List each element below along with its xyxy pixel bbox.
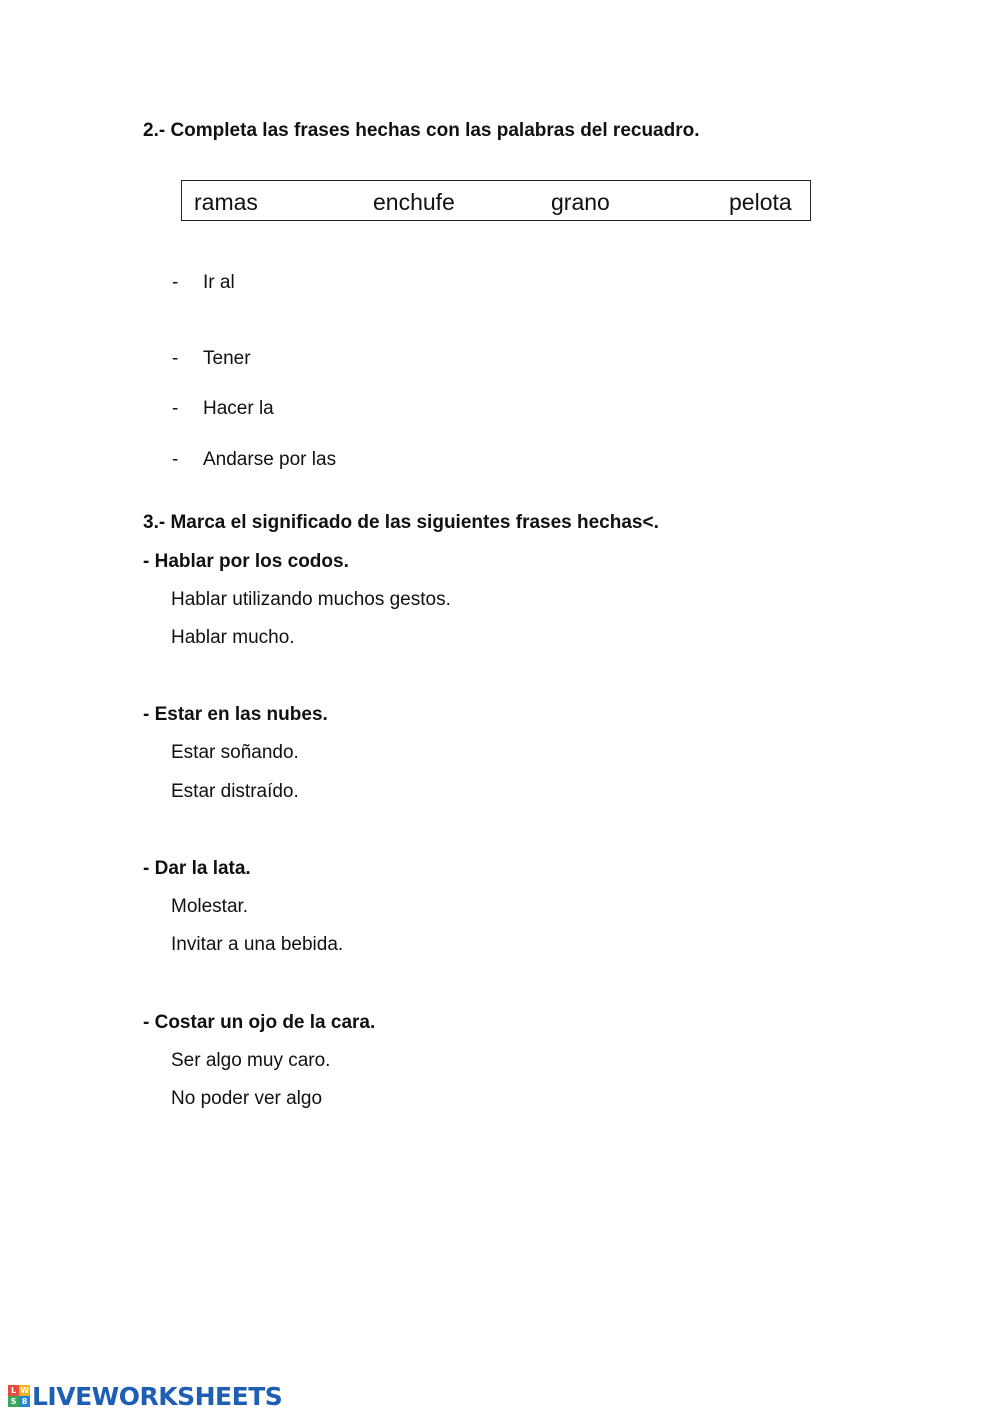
- word-box-item: ramas: [194, 189, 258, 215]
- fill-blank-text: Ir al: [203, 272, 235, 293]
- logo-mark-cell: W: [20, 1386, 29, 1395]
- fill-blank-item: [0, 448, 1000, 472]
- fill-blank-text: Tener: [203, 348, 251, 369]
- bullet-dash: -: [172, 398, 179, 419]
- bullet-dash: -: [172, 449, 179, 470]
- logo-mark-icon: [8, 1385, 30, 1407]
- fill-blank-item: [0, 347, 1000, 371]
- liveworksheets-logo: [8, 1380, 282, 1412]
- bullet-dash: -: [172, 272, 179, 293]
- answer-option[interactable]: Hablar utilizando muchos gestos.: [171, 589, 451, 610]
- phrase-heading: - Dar la lata.: [143, 858, 251, 879]
- fill-blank-text: Hacer la: [203, 398, 274, 419]
- word-box-item: pelota: [729, 189, 792, 215]
- phrase-heading: - Hablar por los codos.: [143, 551, 349, 572]
- fill-blank-item: [0, 397, 1000, 421]
- logo-mark-cell: L: [8, 1385, 19, 1396]
- bullet-dash: -: [172, 348, 179, 369]
- fill-blank-item: [0, 271, 1000, 295]
- word-box-item: enchufe: [373, 189, 455, 215]
- word-box: [181, 180, 811, 221]
- answer-option[interactable]: Estar distraído.: [171, 781, 299, 802]
- answer-option[interactable]: Estar soñando.: [171, 742, 299, 763]
- answer-option[interactable]: No poder ver algo: [171, 1088, 323, 1109]
- answer-option[interactable]: Hablar mucho.: [171, 627, 295, 648]
- logo-text: LIVEWORKSHEETS: [32, 1381, 283, 1411]
- phrase-heading: - Costar un ojo de la cara.: [143, 1012, 376, 1033]
- answer-option[interactable]: Invitar a una bebida.: [171, 934, 344, 955]
- word-box-item: grano: [551, 189, 610, 215]
- logo-mark-cell: S: [8, 1396, 19, 1407]
- exercise-3-title: 3.- Marca el significado de las siguientes frases hechas<.: [143, 512, 659, 533]
- phrase-heading: - Estar en las nubes.: [143, 704, 328, 725]
- exercise-2-title: 2.- Completa las frases hechas con las palabras del recuadro.: [143, 120, 700, 141]
- fill-blank-text: Andarse por las: [203, 449, 337, 470]
- answer-option[interactable]: Ser algo muy caro.: [171, 1050, 331, 1071]
- logo-mark-cell: 8: [19, 1396, 30, 1407]
- answer-option[interactable]: Molestar.: [171, 896, 249, 917]
